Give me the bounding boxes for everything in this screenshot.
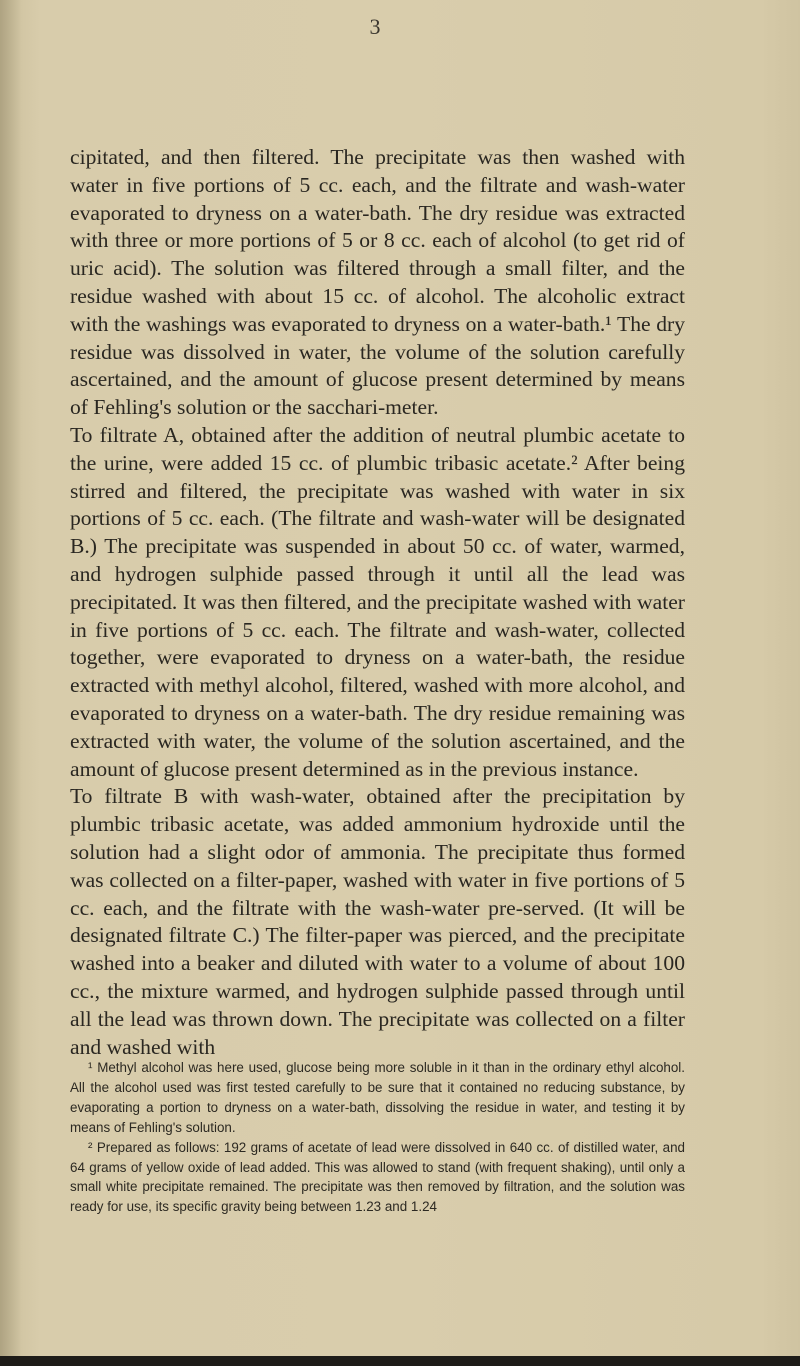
- paragraph-3: To filtrate B with wash-water, obtained after the precipitation by plumbic tribasic acetate, was added ammonium hydroxide until the solution had a slight odor of ammonia. The precipitate thus formed was collected on a filter-paper, washed with water in five portions of 5 cc. each, and the filtrate with the wash-water pre-served. (It will be designated filtrate C.) The filter-paper was pierced, and the precipitate washed into a beaker and diluted with water to a volume of about 100 cc., the mixture warmed, and hydrogen sulphide passed through until all the lead was thrown down. The precipitate was collected on a filter and washed with: [70, 784, 685, 1059]
- footnotes: [70, 1058, 685, 1217]
- page-number: 3: [369, 14, 381, 39]
- footnote-2: ² Prepared as follows: 192 grams of acetate of lead were dissolved in 640 cc. of distilled water, and 64 grams of yellow oxide of lead added. This was allowed to stand (with frequent shaking), until only a small white precipitate remained. The precipitate was then removed by filtration, and the solution was ready for use, its specific gravity being between 1.23 and 1.24: [70, 1139, 685, 1215]
- footnote-1: ¹ Methyl alcohol was here used, glucose being more soluble in it than in the ordinary ethyl alcohol. All the alcohol used was first tested carefully to be sure that it contained no reducing substance, by evaporating a portion to dryness on a water-bath, dissolving the residue in water, and testing it by means of Fehling's solution.: [70, 1060, 685, 1135]
- paragraph-1: cipitated, and then filtered. The precipitate was then washed with water in five portions of 5 cc. each, and the filtrate and wash-water evaporated to dryness on a water-bath. The dry residue was extracted with three or more portions of 5 or 8 cc. each of alcohol (to get rid of uric acid). The solution was filtered through a small filter, and the residue washed with about 15 cc. of alcohol. The alcoholic extract with the washings was evaporated to dryness on a water-bath.¹ The dry residue was dissolved in water, the volume of the solution carefully ascertained, and the amount of glucose present determined by means of Fehling's solution or the sacchari-meter.: [70, 145, 685, 420]
- page-gutter-shadow: [0, 0, 22, 1356]
- scan-bottom-edge: [0, 1356, 800, 1366]
- body-text: [70, 144, 685, 1061]
- paragraph-2: To filtrate A, obtained after the addition of neutral plumbic acetate to the urine, were added 15 cc. of plumbic tribasic acetate.² After being stirred and filtered, the precipitate was washed with water in six portions of 5 cc. each. (The filtrate and wash-water will be designated B.) The precipitate was suspended in about 50 cc. of water, warmed, and hydrogen sulphide passed through it until all the lead was precipitated. It was then filtered, and the precipitate washed with water in five portions of 5 cc. each. The filtrate and wash-water, collected together, were evaporated to dryness on a water-bath, the residue extracted with methyl alcohol, filtered, washed with more alcohol, and evaporated to dryness on a water-bath. The dry residue remaining was extracted with water, the volume of the solution ascertained, and the amount of glucose present determined as in the previous instance.: [70, 422, 685, 781]
